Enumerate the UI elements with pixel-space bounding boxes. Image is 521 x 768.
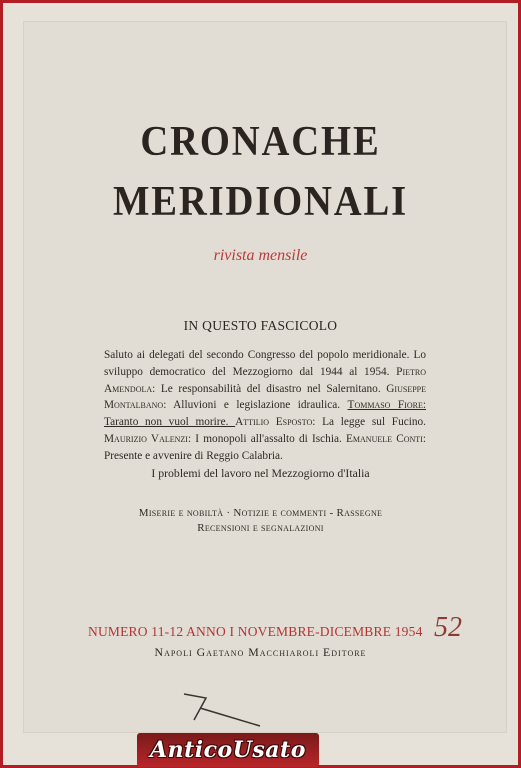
author-montalbano: Giuseppe Montalbano [104, 382, 426, 412]
title-line-1: CRONACHE [140, 119, 381, 165]
handwritten-number: 52 [434, 612, 462, 643]
author-conti: Emanuele Conti [346, 432, 423, 445]
article-valenzi: : I monopoli all'assalto di Ischia. [187, 432, 347, 445]
table-of-contents [104, 347, 426, 465]
author-valenzi: Maurizio Valenzi [104, 432, 188, 445]
title-line-2: MERIDIONALI [112, 179, 409, 225]
misc-line-1: Miserie e nobiltà · Notizie e commenti - Rassegne [138, 507, 383, 519]
article-amendola: : Le responsabilità del disastro nel Salernitano. [152, 382, 387, 395]
pencil-mark-icon [180, 690, 270, 730]
article-conti: : Presente e avvenire di Reggio Calabria. [104, 432, 426, 462]
contents-intro: Saluto ai delegati del secondo Congresso del popolo meridionale. Lo sviluppo democratico del Mezzogiorno dal 1944 al 1954. [104, 349, 426, 378]
publisher-line: Napoli Gaetano Macchiaroli Editore [154, 645, 367, 659]
article-esposto: : La legge sul Fucino. [312, 416, 426, 429]
article-fiore: : Taranto non vuol morire. [104, 399, 426, 429]
watermark-logo: AnticoUsato [137, 733, 319, 767]
author-esposto: Attilio Esposto [235, 416, 313, 429]
section-heading: IN QUESTO FASCICOLO [183, 318, 338, 333]
misc-line-2: Recensioni e segnalazioni [197, 522, 324, 534]
issue-line: NUMERO 11-12 ANNO I NOVEMBRE-DICEMBRE 1954 [88, 624, 423, 639]
author-fiore: Tommaso Fiore [347, 399, 423, 412]
article-montalbano: : Alluvioni e legislazione idraulica. [163, 399, 348, 412]
subtitle: rivista mensile [213, 247, 308, 264]
secondary-line: I problemi del lavoro nel Mezzogiorno d'Italia [151, 466, 370, 480]
author-amendola: Pietro Amendola [104, 365, 426, 395]
